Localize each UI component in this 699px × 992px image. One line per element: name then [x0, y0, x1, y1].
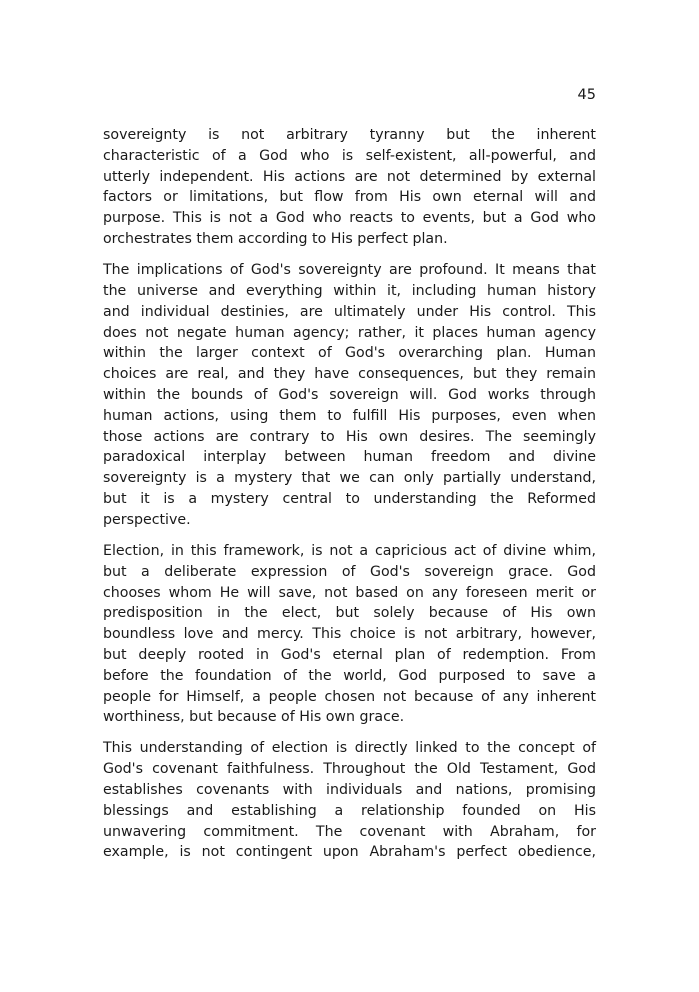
- text-line: does not negate human agency; rather, it places human agency: [103, 324, 596, 341]
- text-line: chooses whom He will save, not based on any foreseen merit or: [103, 584, 596, 601]
- page-number: 45: [577, 87, 596, 103]
- text-line: those actions are contrary to His own desires. The seemingly: [103, 428, 596, 445]
- text-line: within the larger context of God's overarching plan. Human: [103, 345, 596, 362]
- text-line: characteristic of a God who is self-existent, all-powerful, and: [103, 147, 596, 164]
- text-line: before the foundation of the world, God purposed to save a: [103, 667, 596, 684]
- text-line: human actions, using them to fulfill His purposes, even when: [103, 407, 596, 424]
- paragraph: [103, 125, 596, 250]
- text-line: This understanding of election is directly linked to the concept of: [103, 740, 596, 757]
- text-line: choices are real, and they have consequences, but they remain: [103, 366, 596, 383]
- text-line: the universe and everything within it, including human history: [103, 282, 596, 299]
- text-line: worthiness, but because of His own grace.: [103, 709, 405, 726]
- text-line: Election, in this framework, is not a capricious act of divine whim,: [103, 542, 596, 559]
- paragraph: [103, 260, 596, 530]
- text-line: but it is a mystery central to understanding the Reformed: [103, 490, 596, 507]
- paragraph: [103, 541, 596, 728]
- text-line: utterly independent. His actions are not determined by external: [103, 168, 596, 185]
- text-line: and individual destinies, are ultimately under His control. This: [103, 303, 596, 320]
- text-line: paradoxical interplay between human freedom and divine: [103, 449, 596, 466]
- page-body: [103, 125, 596, 874]
- text-line: boundless love and mercy. This choice is not arbitrary, however,: [103, 626, 596, 643]
- text-line: but a deliberate expression of God's sovereign grace. God: [103, 563, 596, 580]
- text-line: unwavering commitment. The covenant with Abraham, for: [103, 823, 596, 840]
- text-line: factors or limitations, but flow from His own eternal will and: [103, 189, 596, 206]
- text-line: orchestrates them according to His perfect plan.: [103, 230, 448, 247]
- text-line: sovereignty is not arbitrary tyranny but the inherent: [103, 127, 596, 143]
- text-line: blessings and establishing a relationship founded on His: [103, 802, 596, 819]
- text-line: perspective.: [103, 511, 191, 528]
- text-line: within the bounds of God's sovereign will. God works through: [103, 386, 596, 403]
- text-line: predisposition in the elect, but solely because of His own: [103, 605, 596, 622]
- text-line: sovereignty is a mystery that we can only partially understand,: [103, 470, 596, 487]
- text-line: The implications of God's sovereignty are profound. It means that: [103, 262, 596, 279]
- text-line: people for Himself, a people chosen not because of any inherent: [103, 688, 596, 705]
- text-line: purpose. This is not a God who reacts to events, but a God who: [103, 210, 596, 227]
- text-line: but deeply rooted in God's eternal plan of redemption. From: [103, 646, 596, 663]
- paragraph: [103, 738, 596, 863]
- text-line: example, is not contingent upon Abraham's perfect obedience,: [103, 844, 596, 861]
- text-line: God's covenant faithfulness. Throughout the Old Testament, God: [103, 761, 596, 778]
- text-line: establishes covenants with individuals and nations, promising: [103, 782, 596, 799]
